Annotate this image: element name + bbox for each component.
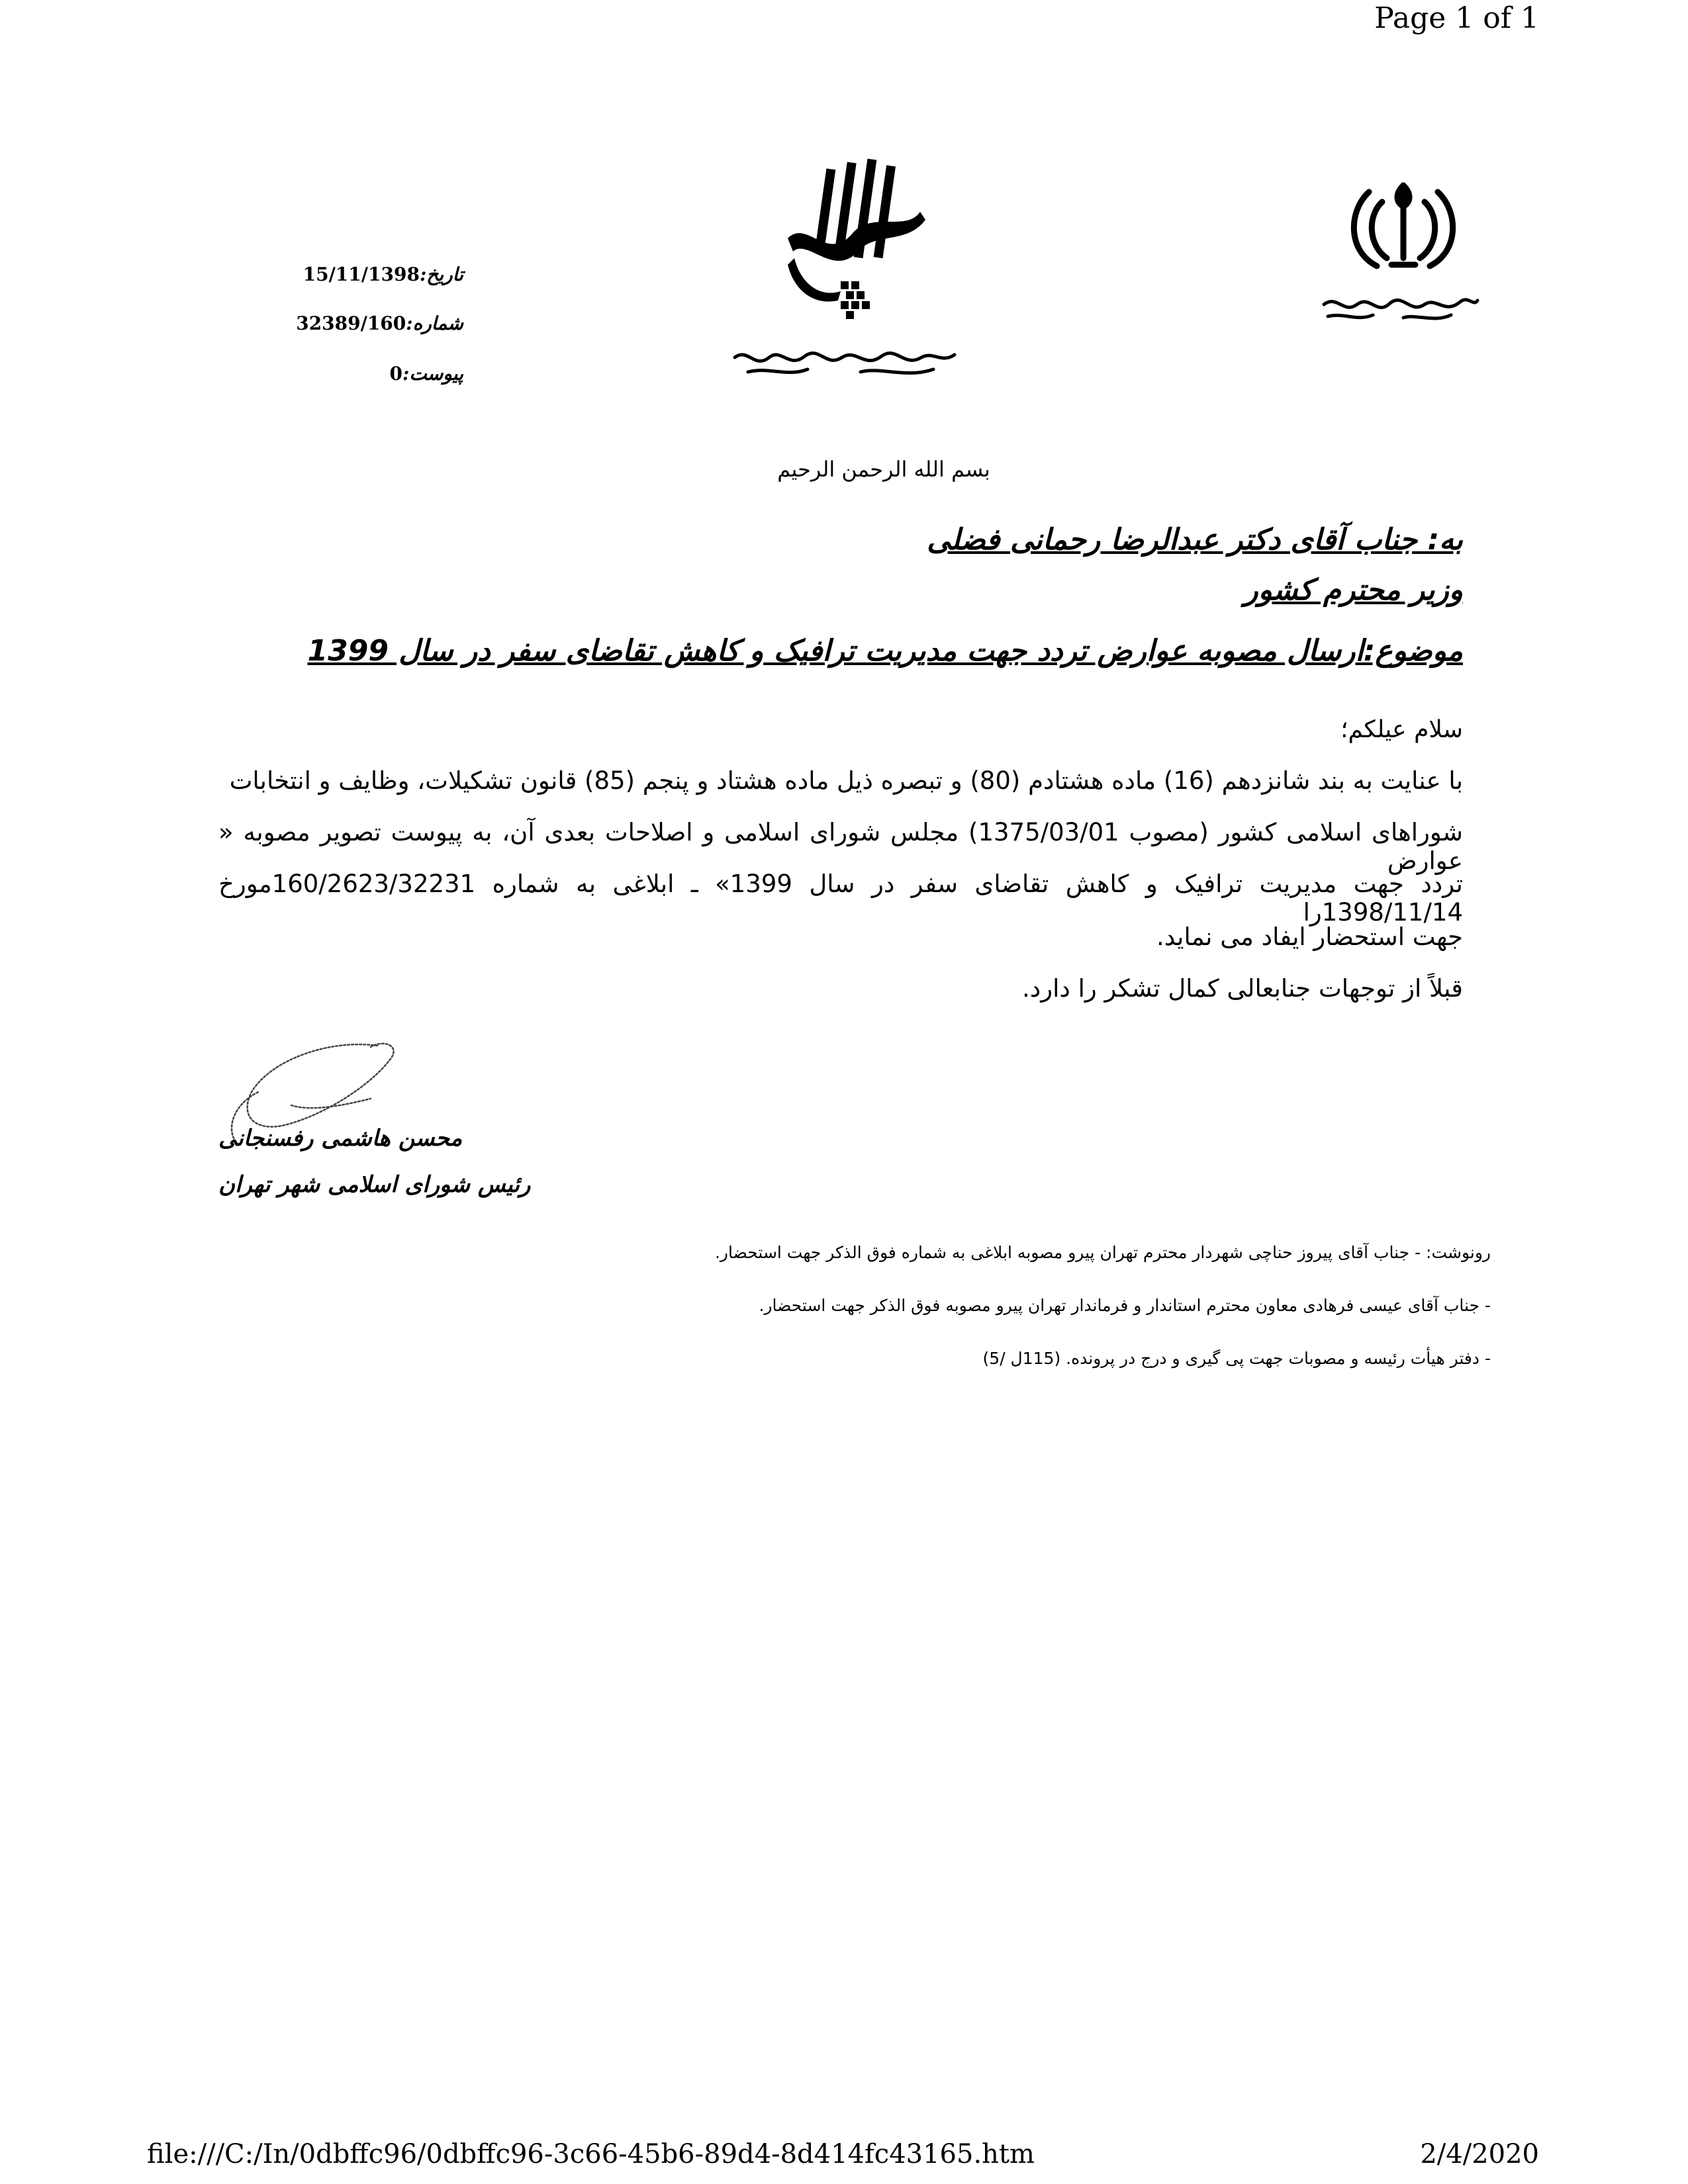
date-label: تاریخ: [419,263,463,285]
number-label: شماره: [406,312,463,334]
subject-line: موضوع:ارسال مصوبه عوارض تردد جهت مدیریت ترافیک و کاهش تقاضای سفر در سال 1399 [307,634,1463,668]
letter-date [265,263,463,285]
council-logo [708,159,1000,410]
attachment-value: 0 [389,363,402,385]
body-line: جهت استحضار ایفاد می نماید. [1156,923,1463,951]
basmala: بسم الله الرحمن الرحیم [777,457,990,482]
file-path: file:///C:/In/0dbffc96/0dbffc96-3c66-45b6-89d4-8d414fc43165.htm [147,2139,1035,2169]
iran-emblem-logo [1304,165,1489,338]
cc-line: - دفتر هیأت رئیسه و مصوبات جهت پی گیری و درج در پرونده. (115ل /5) [982,1349,1491,1368]
letter-number [265,312,463,334]
signature-scribble [212,1032,424,1185]
body-line: با عنایت به بند شانزدهم (16) ماده هشتادم (80) و تبصره ذیل ماده هشتاد و پنجم (85) قانون تشکیلات، وظایف و انتخابات [229,766,1463,795]
cc-line: - جناب آقای عیسی فرهادی معاون محترم استاندار و فرماندار تهران پیرو مصوبه فوق الذکر جهت استحضار. [759,1296,1491,1315]
page-number: Page 1 of 1 [1374,1,1539,35]
date-value: 15/11/1398 [303,263,420,285]
body-line: شوراهای اسلامی کشور (مصوب 1375/03/01) مجلس شورای اسلامی و اصلاحات بعدی آن، به پیوست تصویر مصوبه « عوارض [218,818,1463,875]
body-line: تردد جهت مدیریت ترافیک و کاهش تقاضای سفر در سال 1399» ـ ابلاغی به شماره 160/2623/32231مورخ 1398/11/14را [218,870,1463,927]
closing-line: قبلاً از توجهات جنابعالی کمال تشکر را دارد. [1021,974,1463,1003]
letter-attachment [265,363,463,385]
recipient-title: وزیر محترم کشور [1244,573,1463,607]
number-value: 32389/160 [296,312,406,334]
greeting: سلام عیلکم؛ [1340,716,1463,743]
print-date: 2/4/2020 [1420,2139,1539,2169]
attachment-label: پیوست: [402,363,463,385]
cc-line: رونوشت: - جناب آقای پیروز حناچی شهردار محترم تهران پیرو مصوبه ابلاغی به شماره فوق الذکر جهت استحضار. [714,1243,1491,1262]
signatory-name: محسن هاشمی رفسنجانی [218,1125,463,1152]
recipient-line: به: جناب آقای دکتر عبدالرضا رحمانی فضلی [927,523,1463,557]
signatory-title: رئیس شورای اسلامی شهر تهران [218,1171,531,1198]
